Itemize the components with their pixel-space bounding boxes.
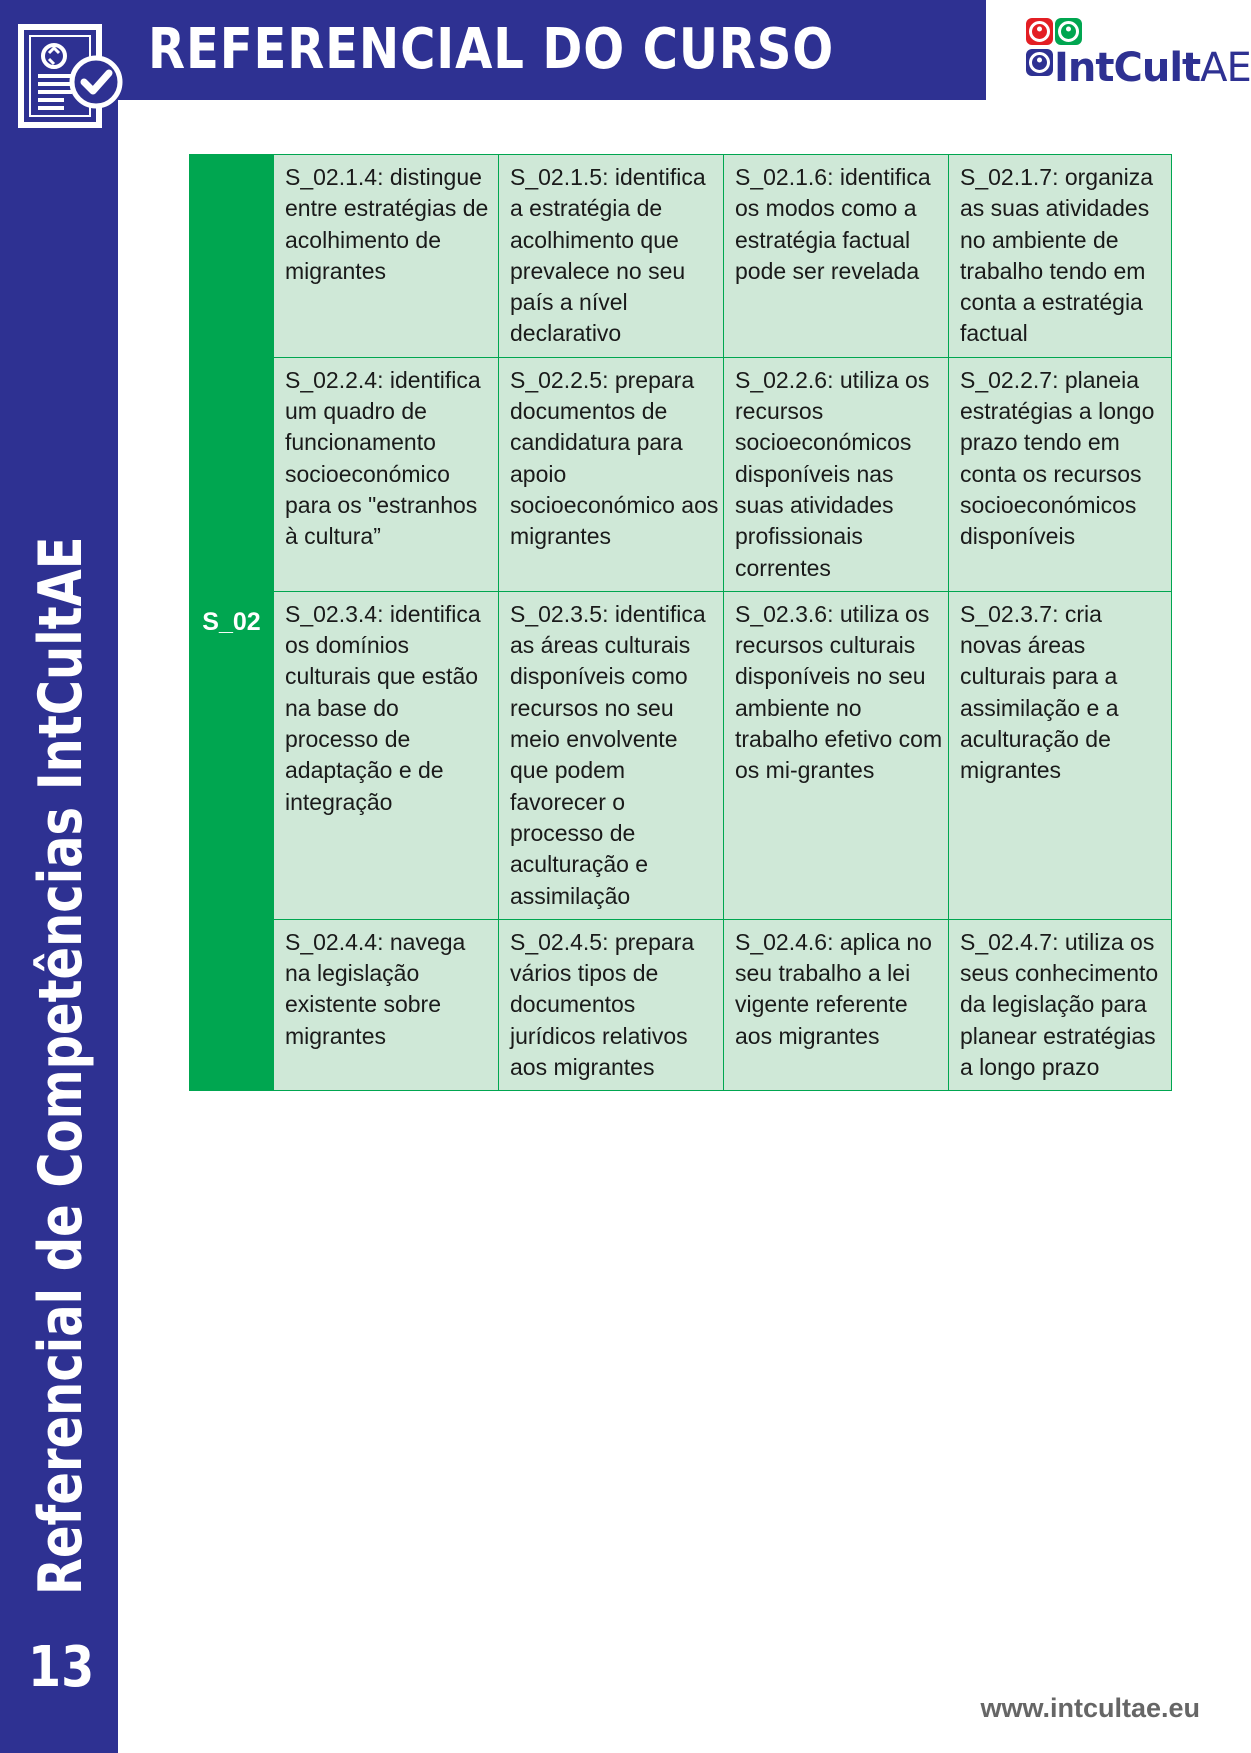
table-cell: S_02.3.7: cria novas áreas culturais para a assimilação e a aculturação de migrantes xyxy=(949,591,1172,919)
table-cell: S_02.2.5: prepara documentos de candidatura para apoio socioeconómico aos migrantes xyxy=(499,357,724,591)
table-cell: S_02.4.7: utiliza os seus conhecimento da legislação para planear estratégias a longo prazo xyxy=(949,919,1172,1090)
logo-wordmark xyxy=(1054,46,1251,90)
logo-blue-face-icon xyxy=(1026,49,1053,76)
competency-table xyxy=(189,154,1172,1091)
table-cell: S_02.4.4: navega na legislação existente sobre migrantes xyxy=(274,919,499,1090)
competency-code-cell xyxy=(190,155,274,1091)
sidebar-vertical-title-text: Referencial de Competências IntCultAE xyxy=(26,536,96,1595)
table-cell: S_02.3.5: identifica as áreas culturais disponíveis como recursos no seu meio envolvente que podem favorecer o processo de aculturação e assimilação xyxy=(499,591,724,919)
table-row xyxy=(190,591,1172,919)
table-cell: S_02.1.6: identifica os modos como a estratégia factual pode ser revelada xyxy=(724,155,949,358)
website-url: www.intcultae.eu xyxy=(980,1693,1200,1723)
table-cell: S_02.1.5: identifica a estratégia de acolhimento que prevalece no seu país a nível declarativo xyxy=(499,155,724,358)
logo-name-bold: IntCult xyxy=(1054,45,1201,91)
page-title: REFERENCIAL DO CURSO xyxy=(148,17,835,82)
table-cell: S_02.3.6: utiliza os recursos culturais disponíveis no seu ambiente no trabalho efetivo com os mi-grantes xyxy=(724,591,949,919)
logo-green-face-icon xyxy=(1055,18,1082,45)
table-cell: S_02.4.5: prepara vários tipos de documentos jurídicos relativos aos migrantes xyxy=(499,919,724,1090)
table-cell: S_02.2.6: utiliza os recursos socioeconómicos disponíveis nas suas atividades profissionais correntes xyxy=(724,357,949,591)
table-cell: S_02.2.4: identifica um quadro de funcionamento socioeconómico para os "estranhos à cultura” xyxy=(274,357,499,591)
intcultae-logo xyxy=(1024,16,1251,92)
page-number: 13 xyxy=(28,1635,95,1700)
table-row xyxy=(190,357,1172,591)
logo-red-face-icon xyxy=(1026,18,1053,45)
table-cell: S_02.4.6: aplica no seu trabalho a lei vigente referente aos migrantes xyxy=(724,919,949,1090)
table-cell: S_02.1.7: organiza as suas atividades no ambiente de trabalho tendo em conta a estratégia factual xyxy=(949,155,1172,358)
logo-name-light: AE xyxy=(1200,45,1251,91)
table-row xyxy=(190,919,1172,1090)
document-check-icon xyxy=(18,24,122,132)
table-cell: S_02.1.4: distingue entre estratégias de acolhimento de migrantes xyxy=(274,155,499,358)
competency-code: S_02 xyxy=(202,608,261,636)
sidebar-vertical-title xyxy=(26,272,96,1595)
table-cell: S_02.3.4: identifica os domínios culturais que estão na base do processo de adaptação e de integração xyxy=(274,591,499,919)
table-row xyxy=(190,155,1172,358)
table-cell: S_02.2.7: planeia estratégias a longo prazo tendo em conta os recursos socioeconómicos disponíveis xyxy=(949,357,1172,591)
